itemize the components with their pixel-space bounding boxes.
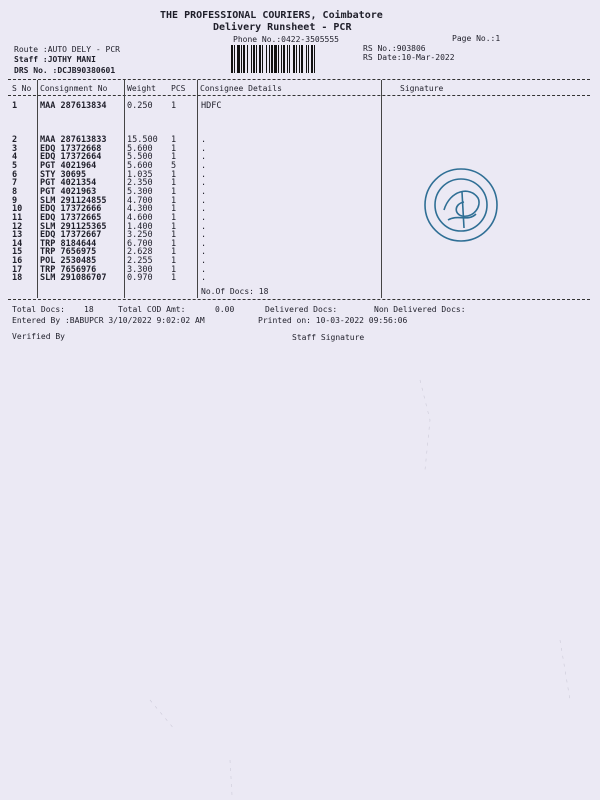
rs-date: RS Date:10-Mar-2022 [363,53,455,62]
row-weight: 4.600 [127,212,153,223]
row-sno: 17 [12,264,23,275]
total-docs-value: 18 [84,305,94,314]
row-sno: 7 [12,178,18,189]
row-pcs: 1 [171,230,177,241]
row-sno: 14 [12,238,23,249]
row-pcs: 1 [171,238,177,249]
row-consignment-no: PGT 4021963 [40,186,97,197]
row-consignee: . [201,221,207,232]
row-weight: 6.700 [127,238,153,249]
row-consignee: . [201,273,207,284]
row-consignee: . [201,195,207,206]
total-docs-label: Total Docs: [12,305,65,314]
row-weight: 3.300 [127,264,153,275]
row-consignee: . [201,169,207,180]
row-weight: 1.035 [127,169,153,180]
row-consignment-no: TRP 8184644 [40,238,97,249]
col-header-signature: Signature [400,84,444,93]
row-consignee: . [201,152,207,163]
row-sno: 13 [12,230,23,241]
row-consignment-no: MAA 287613833 [40,135,107,145]
row-sno: 12 [12,221,23,232]
row-pcs: 1 [171,247,177,258]
row-pcs: 1 [171,169,177,180]
row-consignee: . [201,238,207,249]
phone-number: Phone No.:0422-3505555 [233,35,339,44]
row-pcs: 1 [171,143,177,154]
total-cod-label: Total COD Amt: [118,305,186,314]
route-label: Route :AUTO DELY - PCR [14,45,120,54]
row-consignment-no: EDQ 17372666 [40,204,102,215]
row-sno: 16 [12,256,23,267]
row-weight: 5.600 [127,160,153,171]
row-consignment-no: STY 30695 [40,169,87,180]
row-consignee: . [201,186,207,197]
row-pcs: 1 [171,212,177,223]
row-consignee: . [201,264,207,275]
row-sno: 3 [12,143,18,154]
row-pcs: 1 [171,186,177,197]
row-consignment-no: EDQ 17372665 [40,212,102,223]
row-consignee: . [201,143,207,154]
row-weight: 15.500 [127,135,158,145]
row-sno: 18 [12,273,23,284]
row-sno: 8 [12,186,18,197]
row-sno: 15 [12,247,23,258]
row-consignee: . [201,204,207,215]
row-consignee: . [201,256,207,267]
row-pcs: 1 [171,135,177,145]
row-pcs: 5 [171,160,177,171]
row-pcs: 1 [171,204,177,215]
row-consignment-no: TRP 7656975 [40,247,97,258]
row-consignment-no: MAA 287613834 [40,101,107,111]
row-consignment-no: EDQ 17372664 [40,152,102,163]
row-pcs: 1 [171,101,177,111]
row-consignment-no: SLM 291086707 [40,273,107,284]
row-weight: 0.250 [127,101,153,111]
row-consignment-no: PGT 4021964 [40,160,97,171]
printed-on: Printed on: 10-03-2022 09:56:06 [258,316,408,325]
row-pcs: 1 [171,195,177,206]
row-weight: 0.970 [127,273,153,284]
row-consignment-no: SLM 291125365 [40,221,107,232]
row-pcs: 1 [171,178,177,189]
drs-number: DRS No. :DCJB90380601 [14,66,116,75]
company-name: THE PROFESSIONAL COURIERS, Coimbatore [160,10,383,21]
row-consignment-no: PGT 4021354 [40,178,97,189]
row-consignee: . [201,160,207,171]
non-delivered-docs: Non Delivered Docs: [374,305,466,314]
staff-signature: Staff Signature [292,333,365,342]
row-consignment-no: TRP 7656976 [40,264,97,275]
row-consignee: . [201,135,207,145]
row-weight: 4.700 [127,195,153,206]
row-consignment-no: POL 2530485 [40,256,97,267]
row-consignee: . [201,247,207,258]
delivered-docs: Delivered Docs: [265,305,338,314]
row-sno: 9 [12,195,18,206]
col-header-consignee: Consignee Details [200,84,282,93]
row-weight: 2.628 [127,247,153,258]
row-pcs: 1 [171,152,177,163]
row-sno: 11 [12,212,23,223]
row-pcs: 1 [171,256,177,267]
page-number: Page No.:1 [452,34,501,43]
row-sno: 1 [12,101,18,111]
total-cod-value: 0.00 [215,305,235,314]
row-sno: 6 [12,169,18,180]
row-weight: 3.250 [127,230,153,241]
row-weight: 5.300 [127,186,153,197]
row-consignee: . [201,178,207,189]
row-consignment-no: EDQ 17372668 [40,143,102,154]
row-weight: 1.400 [127,221,153,232]
verified-by: Verified By [12,332,65,341]
row-pcs: 1 [171,264,177,275]
row-sno: 4 [12,152,18,163]
row-pcs: 1 [171,221,177,232]
row-consignee: . [201,230,207,241]
row-pcs: 1 [171,273,177,284]
col-header-weight: Weight [127,84,156,93]
col-header-sno: S No [12,84,32,93]
row-weight: 2.255 [127,256,153,267]
entered-by: Entered By :BABUPCR 3/10/2022 9:02:02 AM [12,316,205,325]
row-sno: 10 [12,204,23,215]
row-consignment-no: SLM 291124855 [40,195,107,206]
col-header-consignment: Consignment No [40,84,108,93]
row-weight: 5.500 [127,152,153,163]
no-of-docs: No.Of Docs: 18 [201,287,269,296]
document-title: Delivery Runsheet - PCR [213,22,352,33]
row-weight: 4.300 [127,204,153,215]
staff-label: Staff :JOTHY MANI [14,55,96,64]
row-weight: 2.350 [127,178,153,189]
row-consignment-no: EDQ 17372667 [40,230,102,241]
rs-number: RS No.:903806 [363,44,426,53]
row-consignee: HDFC [201,101,222,111]
row-sno: 5 [12,160,18,171]
col-header-pcs: PCS [171,84,186,93]
row-consignee: . [201,212,207,223]
row-weight: 5.600 [127,143,153,154]
row-sno: 2 [12,135,18,145]
